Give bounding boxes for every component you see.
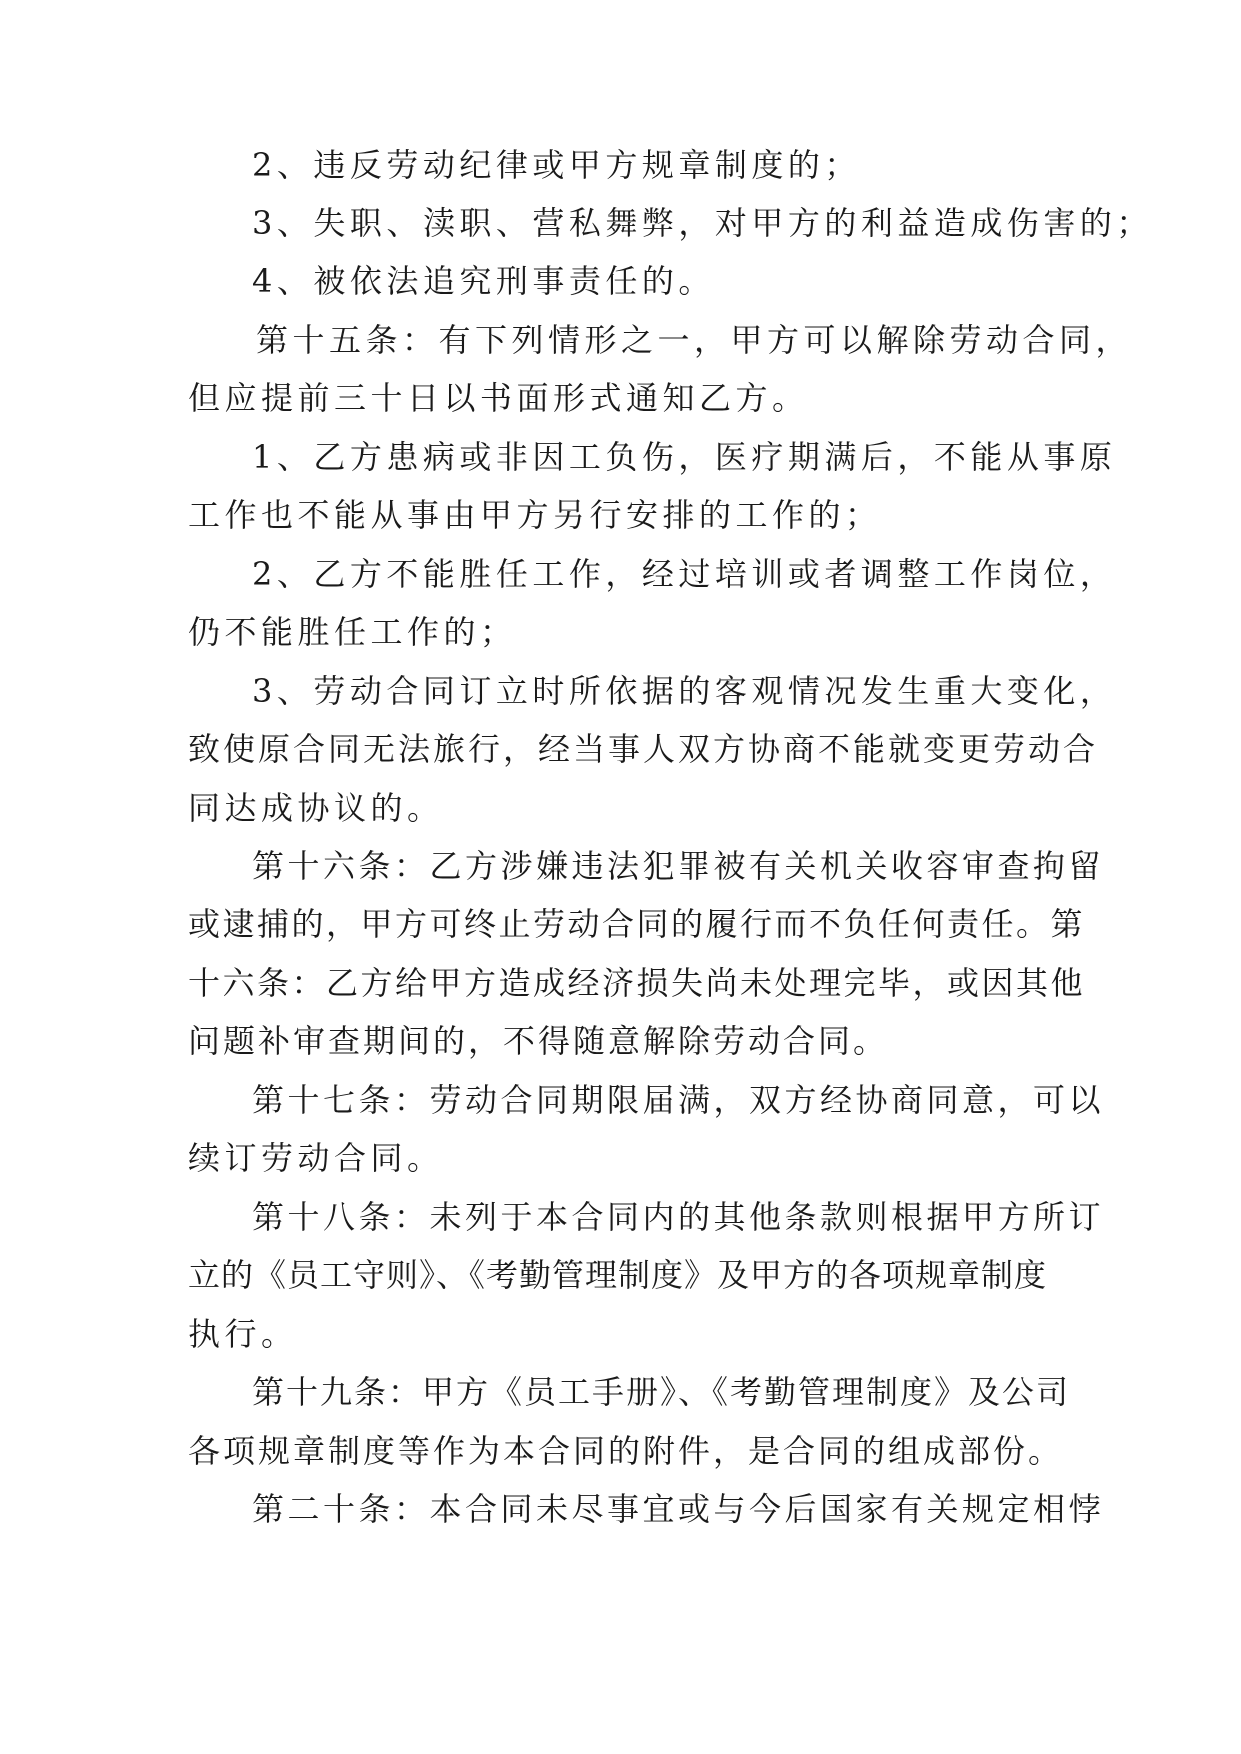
text-line-18: 续订劳动合同。 [188, 1139, 444, 1177]
text-line-5: 但应提前三十日以书面形式通知乙方。 [188, 379, 809, 417]
text-line-11: 致使原合同无法旅行，经当事人双方协商不能就变更劳动合 [188, 730, 1099, 768]
text-line-19: 第十八条：未列于本合同内的其他条款则根据甲方所订 [252, 1198, 1105, 1236]
text-line-23: 各项规章制度等作为本合同的附件，是合同的组成部份。 [188, 1432, 1064, 1470]
text-line-15: 十六条：乙方给甲方造成经济损失尚未处理完毕，或因其他 [188, 964, 1086, 1002]
text-line-17: 第十七条：劳动合同期限届满，双方经协商同意，可以 [252, 1081, 1105, 1119]
text-line-7: 工作也不能从事由甲方另行安排的工作的； [188, 496, 882, 534]
text-line-12: 同达成协议的。 [188, 789, 444, 827]
text-line-9: 仍不能胜任工作的； [188, 613, 517, 651]
text-line-6: 1、乙方患病或非因工负伤，医疗期满后，不能从事原 [252, 438, 1117, 476]
text-line-13: 第十六条：乙方涉嫌违法犯罪被有关机关收容审查拘留 [252, 847, 1105, 885]
text-line-3: 4、被依法追究刑事责任的。 [252, 262, 715, 300]
text-line-16: 问题补审查期间的，不得随意解除劳动合同。 [188, 1022, 889, 1060]
text-line-20: 立的《员工守则》、《考勤管理制度》及甲方的各项规章制度 [188, 1256, 1048, 1294]
text-line-14: 或逮捕的，甲方可终止劳动合同的履行而不负任何责任。第 [188, 905, 1086, 943]
text-line-10: 3、劳动合同订立时所依据的客观情况发生重大变化， [252, 672, 1117, 710]
text-line-24: 第二十条：本合同未尽事宜或与今后国家有关规定相悖 [252, 1490, 1105, 1528]
text-line-8: 2、乙方不能胜任工作，经过培训或者调整工作岗位， [252, 555, 1117, 593]
text-line-21: 执行。 [188, 1315, 298, 1353]
text-line-4: 第十五条：有下列情形之一，甲方可以解除劳动合同， [256, 321, 1133, 359]
text-line-2: 3、失职、渎职、营私舞弊，对甲方的利益造成伤害的； [252, 204, 1153, 242]
text-line-22: 第十九条：甲方《员工手册》、《考勤管理制度》及公司 [252, 1373, 1071, 1411]
text-line-1: 2、违反劳动纪律或甲方规章制度的； [252, 146, 861, 184]
